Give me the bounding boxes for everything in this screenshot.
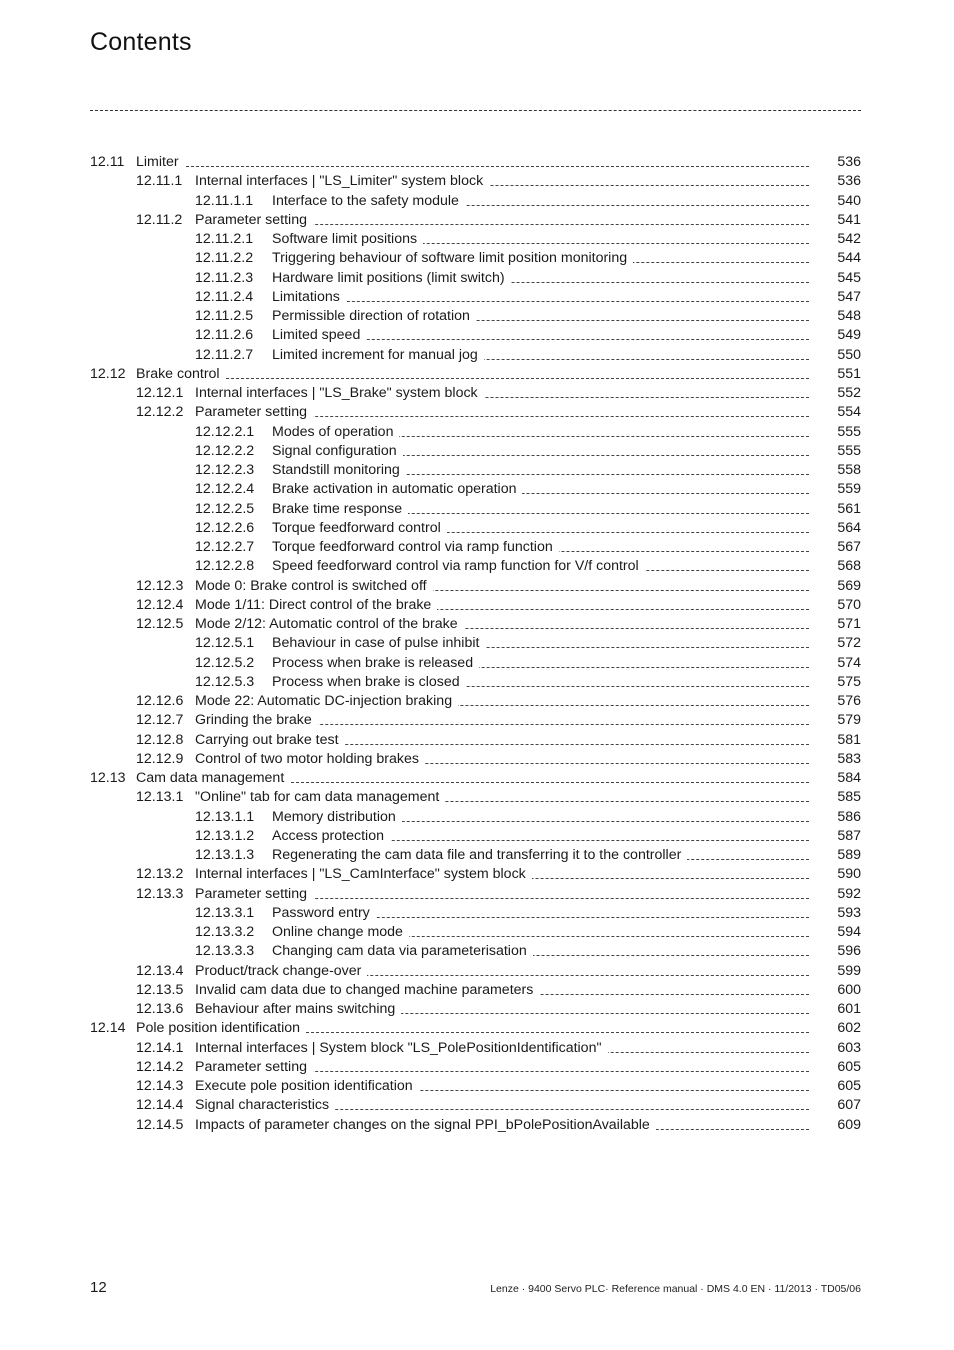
toc-entry-title: Speed feedforward control via ramp function for V/f control (272, 557, 645, 576)
toc-page-number: 540 (837, 192, 861, 209)
toc-entry-title: Cam data management (136, 769, 290, 788)
toc-page-number: 554 (837, 404, 861, 421)
toc-entry[interactable] (90, 480, 861, 499)
toc-page-number: 567 (837, 539, 861, 555)
toc-page-number: 602 (837, 1020, 861, 1037)
toc-section-number: 12.14.2 (136, 1058, 184, 1075)
toc-page-number: 587 (837, 827, 861, 844)
page-number: 12 (90, 1279, 107, 1296)
toc-section-number: 12.12.2.5 (195, 500, 255, 517)
toc-section-number: 12.12.2.4 (195, 481, 255, 498)
toc-page-number: 549 (837, 327, 861, 344)
toc-section-number: 12.13.1.2 (195, 827, 255, 844)
toc-entry-title: Memory distribution (272, 808, 402, 827)
toc-entry-title: Product/track change-over (195, 962, 367, 981)
toc-leader-dashes (136, 378, 809, 379)
toc-entry[interactable] (90, 326, 861, 345)
toc-section-number: 12.12.2 (136, 404, 184, 421)
toc-section-number: 12.12.5.3 (195, 673, 255, 690)
toc-entry-title: Mode 2/12: Automatic control of the brake (195, 615, 464, 634)
toc-entry[interactable] (90, 442, 861, 461)
toc-entry-title: Internal interfaces | System block "LS_PolePositionIdentification" (195, 1039, 608, 1058)
toc-section-number: 12.13.3.1 (195, 904, 255, 921)
toc-entry-title: Hardware limit positions (limit switch) (272, 269, 511, 288)
toc-entry-title: Signal characteristics (195, 1096, 335, 1115)
toc-entry[interactable] (90, 538, 861, 557)
toc-section-number: 12.14 (90, 1020, 126, 1037)
toc-entry[interactable] (90, 634, 861, 653)
toc-entry[interactable] (90, 230, 861, 249)
toc-page-number: 594 (837, 924, 861, 940)
toc-section-number: 12.13.5 (136, 981, 184, 998)
toc-entry-title: Permissible direction of rotation (272, 307, 476, 326)
toc-section-number: 12.11.2.5 (195, 308, 254, 324)
toc-page-number: 544 (837, 250, 861, 267)
toc-entry[interactable] (90, 962, 861, 981)
toc-entry-title: Limiter (136, 153, 185, 172)
toc-page-number: 552 (837, 385, 861, 401)
toc-section-number: 12.11.2.7 (195, 346, 254, 363)
toc-entry[interactable] (90, 1077, 861, 1096)
toc-page-number: 609 (837, 1116, 861, 1133)
toc-section-number: 12.11.2.1 (195, 231, 254, 247)
toc-entry[interactable] (90, 1096, 861, 1115)
toc-entry-title: Limitations (272, 288, 346, 307)
toc-entry-title: Behaviour after mains switching (195, 1000, 401, 1019)
toc-section-number: 12.11.2.3 (195, 269, 254, 286)
toc-page-number: 574 (837, 654, 861, 671)
toc-entry-title: Mode 0: Brake control is switched off (195, 577, 433, 596)
toc-section-number: 12.12.2.7 (195, 539, 255, 555)
toc-page-number: 551 (837, 365, 861, 382)
toc-entry-title: Grinding the brake (195, 711, 318, 730)
toc-section-number: 12.14.5 (136, 1116, 184, 1133)
toc-entry[interactable] (90, 846, 861, 865)
toc-page-number: 555 (837, 423, 861, 440)
toc-entry[interactable] (90, 750, 861, 769)
toc-entry-title: Brake time response (272, 500, 408, 519)
toc-entry-title: Triggering behaviour of software limit position monitoring (272, 249, 633, 268)
toc-entry-title: Torque feedforward control via ramp function (272, 538, 559, 557)
toc-entry-title: Control of two motor holding brakes (195, 750, 425, 769)
toc-entry-title: Impacts of parameter changes on the signal PPI_bPolePositionAvailable (195, 1116, 656, 1135)
toc-entry[interactable] (90, 981, 861, 1000)
toc-section-number: 12.11 (90, 154, 125, 170)
toc-entry[interactable] (90, 654, 861, 673)
toc-section-number: 12.12.3 (136, 577, 184, 594)
toc-section-number: 12.14.4 (136, 1097, 184, 1114)
toc-page-number: 605 (837, 1078, 861, 1094)
toc-page-number: 572 (837, 635, 861, 652)
toc-page-number: 600 (837, 981, 861, 998)
toc-section-number: 12.12.7 (136, 712, 184, 729)
toc-entry-title: Process when brake is closed (272, 673, 466, 692)
toc-entry[interactable] (90, 731, 861, 750)
toc-entry-title: Limited speed (272, 326, 366, 345)
toc-entry-title: Interface to the safety module (272, 192, 465, 211)
toc-entry-title: Regenerating the cam data file and transferring it to the controller (272, 846, 687, 865)
toc-section-number: 12.14.3 (136, 1078, 184, 1094)
toc-entry[interactable] (90, 461, 861, 480)
toc-entry-title: Behaviour in case of pulse inhibit (272, 634, 485, 653)
toc-entry[interactable] (90, 365, 861, 384)
toc-entry-title: Parameter setting (195, 1058, 313, 1077)
toc-section-number: 12.13.4 (136, 962, 184, 979)
toc-entry-title: Standstill monitoring (272, 461, 406, 480)
toc-page-number: 586 (837, 808, 861, 825)
toc-page-number: 558 (837, 462, 861, 478)
toc-section-number: 12.12.1 (136, 385, 184, 401)
toc-entry-title: Software limit positions (272, 230, 423, 249)
toc-entry-title: Parameter setting (195, 885, 313, 904)
header-divider (90, 110, 861, 111)
toc-section-number: 12.12.2.1 (195, 423, 255, 440)
toc-entry[interactable] (90, 519, 861, 538)
toc-entry-title: Brake activation in automatic operation (272, 480, 522, 499)
toc-entry[interactable] (90, 885, 861, 904)
toc-entry[interactable] (90, 1039, 861, 1058)
toc-section-number: 12.13.1 (136, 789, 184, 806)
toc-entry[interactable] (90, 577, 861, 596)
toc-page-number: 579 (837, 712, 861, 729)
table-of-contents (90, 153, 861, 1135)
footer-document-info: Lenze · 9400 Servo PLC· Reference manual · DMS 4.0 EN · 11/2013 · TD05/06 (490, 1283, 861, 1295)
toc-entry[interactable] (90, 769, 861, 788)
toc-page-number: 570 (837, 596, 861, 613)
toc-entry[interactable] (90, 711, 861, 730)
toc-entry[interactable] (90, 172, 861, 191)
toc-entry-title: "Online" tab for cam data management (195, 788, 445, 807)
toc-entry[interactable] (90, 942, 861, 961)
toc-entry[interactable] (90, 1019, 861, 1038)
toc-entry-title: Internal interfaces | "LS_CamInterface" system block (195, 865, 532, 884)
toc-section-number: 12.11.2.6 (195, 327, 254, 344)
toc-entry[interactable] (90, 249, 861, 268)
toc-entry-title: Internal interfaces | "LS_Brake" system block (195, 384, 484, 403)
toc-page-number: 584 (837, 770, 861, 786)
toc-entry-title: Online change mode (272, 923, 409, 942)
toc-entry[interactable] (90, 788, 861, 807)
toc-page-number: 596 (837, 943, 861, 960)
toc-entry[interactable] (90, 211, 861, 230)
toc-entry[interactable] (90, 557, 861, 576)
toc-section-number: 12.12.8 (136, 731, 184, 748)
toc-entry-title: Invalid cam data due to changed machine parameters (195, 981, 539, 1000)
toc-leader-dashes (272, 301, 809, 302)
toc-page-number: 541 (837, 211, 861, 228)
toc-section-number: 12.13.1.1 (195, 808, 255, 825)
toc-section-number: 12.11.1 (136, 173, 183, 190)
toc-entry[interactable] (90, 1000, 861, 1019)
toc-entry-title: Internal interfaces | "LS_Limiter" system block (195, 172, 489, 191)
toc-page-number: 536 (837, 154, 861, 170)
toc-page-number: 542 (837, 231, 861, 247)
toc-section-number: 12.11.1.1 (195, 192, 254, 209)
toc-section-number: 12.13.3.3 (195, 943, 255, 960)
toc-entry[interactable] (90, 307, 861, 326)
toc-section-number: 12.11.2.4 (195, 288, 254, 305)
toc-entry-title: Execute pole position identification (195, 1077, 419, 1096)
toc-page-number: 568 (837, 558, 861, 575)
toc-page-number: 555 (837, 442, 861, 459)
toc-page-number: 592 (837, 885, 861, 902)
toc-section-number: 12.11.2 (136, 211, 183, 228)
toc-page-number: 599 (837, 962, 861, 979)
toc-section-number: 12.14.1 (136, 1039, 184, 1056)
toc-entry[interactable] (90, 923, 861, 942)
toc-section-number: 12.13.1.3 (195, 847, 255, 863)
toc-section-number: 12.12.6 (136, 693, 184, 709)
toc-section-number: 12.13 (90, 770, 126, 786)
toc-entry-title: Pole position identification (136, 1019, 306, 1038)
toc-section-number: 12.12.5.1 (195, 635, 255, 652)
toc-page-number: 593 (837, 904, 861, 921)
toc-section-number: 12.13.2 (136, 866, 184, 883)
toc-entry-title: Password entry (272, 904, 376, 923)
toc-entry[interactable] (90, 346, 861, 365)
toc-page-number: 564 (837, 519, 861, 536)
toc-entry[interactable] (90, 1116, 861, 1135)
toc-entry-title: Brake control (136, 365, 226, 384)
toc-page-number: 575 (837, 673, 861, 690)
toc-entry[interactable] (90, 423, 861, 442)
toc-entry[interactable] (90, 865, 861, 884)
toc-entry[interactable] (90, 827, 861, 846)
toc-section-number: 12.11.2.2 (195, 250, 254, 267)
toc-entry[interactable] (90, 596, 861, 615)
toc-section-number: 12.12.2.3 (195, 462, 255, 478)
toc-page-number: 545 (837, 269, 861, 286)
toc-entry[interactable] (90, 384, 861, 403)
toc-entry-title: Parameter setting (195, 211, 313, 230)
toc-entry[interactable] (90, 904, 861, 923)
toc-page-number: 605 (837, 1058, 861, 1075)
toc-entry-title: Torque feedforward control (272, 519, 447, 538)
toc-entry-title: Mode 1/11: Direct control of the brake (195, 596, 437, 615)
toc-entry[interactable] (90, 615, 861, 634)
toc-entry[interactable] (90, 1058, 861, 1077)
page-title: Contents (90, 28, 192, 56)
toc-entry-title: Access protection (272, 827, 390, 846)
toc-entry-title: Modes of operation (272, 423, 399, 442)
toc-page-number: 585 (837, 789, 861, 806)
toc-section-number: 12.13.3.2 (195, 924, 255, 940)
toc-page-number: 548 (837, 308, 861, 324)
toc-page-number: 581 (837, 731, 861, 748)
toc-section-number: 12.12.5 (136, 616, 184, 632)
toc-entry-title: Limited increment for manual jog (272, 346, 484, 365)
toc-section-number: 12.12.2.2 (195, 442, 255, 459)
toc-entry[interactable] (90, 288, 861, 307)
toc-page-number: 561 (837, 500, 861, 517)
toc-page-number: 571 (837, 616, 861, 632)
toc-entry-title: Mode 22: Automatic DC-injection braking (195, 692, 458, 711)
toc-page-number: 536 (837, 173, 861, 190)
toc-page-number: 547 (837, 288, 861, 305)
toc-entry[interactable] (90, 403, 861, 422)
toc-page-number: 601 (837, 1001, 861, 1017)
toc-entry[interactable] (90, 808, 861, 827)
toc-section-number: 12.13.3 (136, 885, 184, 902)
toc-entry-title: Signal configuration (272, 442, 403, 461)
toc-page-number: 603 (837, 1039, 861, 1056)
toc-page-number: 607 (837, 1097, 861, 1114)
toc-section-number: 12.12.4 (136, 596, 184, 613)
toc-page-number: 550 (837, 346, 861, 363)
toc-page-number: 559 (837, 481, 861, 498)
toc-entry-title: Parameter setting (195, 403, 313, 422)
toc-entry[interactable] (90, 153, 861, 172)
toc-entry[interactable] (90, 500, 861, 519)
toc-page-number: 576 (837, 693, 861, 709)
toc-entry-title: Carrying out brake test (195, 731, 345, 750)
toc-page-number: 589 (837, 847, 861, 863)
toc-section-number: 12.12 (90, 365, 126, 382)
toc-section-number: 12.12.2.8 (195, 558, 255, 575)
toc-section-number: 12.12.2.6 (195, 519, 255, 536)
toc-page-number: 590 (837, 866, 861, 883)
toc-page-number: 583 (837, 750, 861, 767)
toc-section-number: 12.12.5.2 (195, 654, 255, 671)
toc-entry[interactable] (90, 673, 861, 692)
toc-leader-dashes (136, 166, 809, 167)
toc-entry-title: Process when brake is released (272, 654, 479, 673)
toc-section-number: 12.13.6 (136, 1001, 184, 1017)
toc-entry-title: Changing cam data via parameterisation (272, 942, 533, 961)
toc-section-number: 12.12.9 (136, 750, 184, 767)
toc-entry[interactable] (90, 192, 861, 211)
toc-page-number: 569 (837, 577, 861, 594)
toc-entry[interactable] (90, 269, 861, 288)
toc-entry[interactable] (90, 692, 861, 711)
